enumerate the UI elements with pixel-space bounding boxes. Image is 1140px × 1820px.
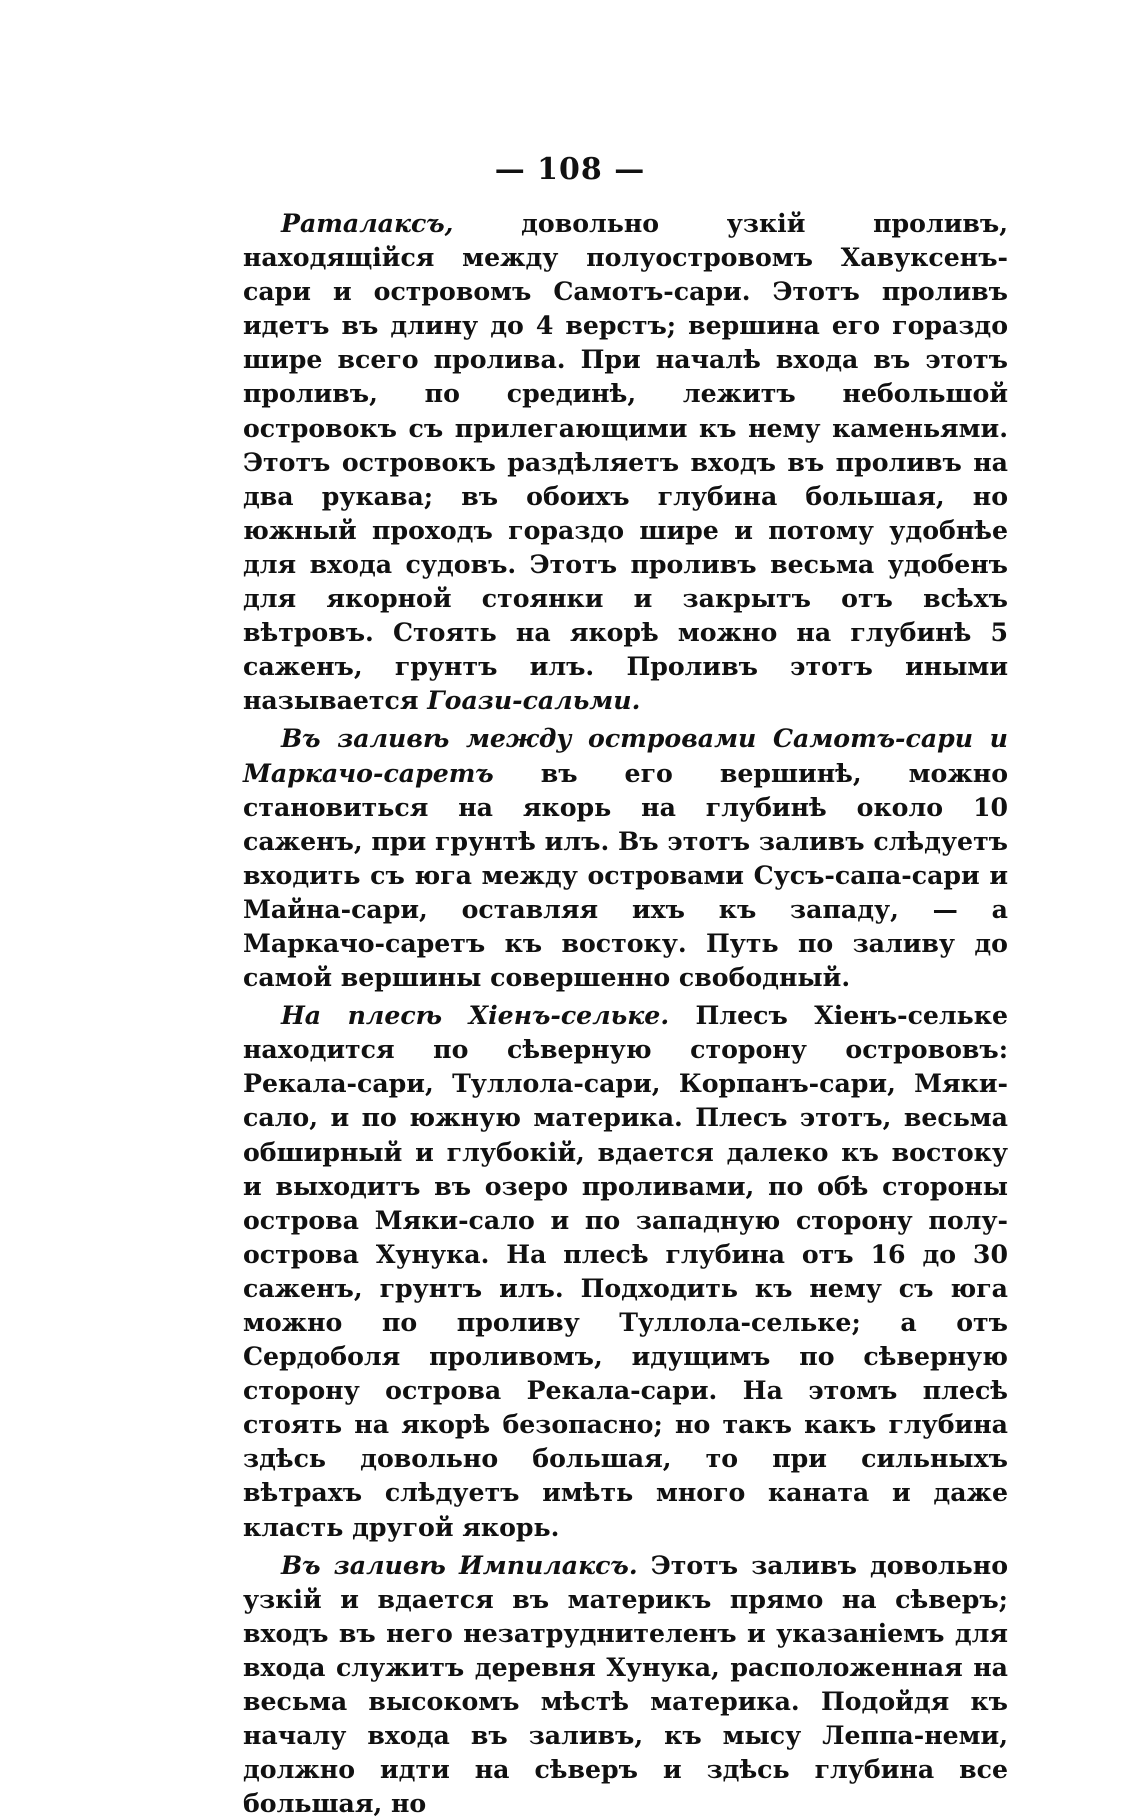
paragraph-lead: Раталаксъ, [281,208,454,238]
paragraph-lead: Въ заливѣ Импилаксъ. [281,1549,638,1580]
paragraph-body: довольно узкій проливъ, находящійся между полуостровомъ Хавуксенъ-сари и островомъ Самотъ-сари. Этотъ проливъ идетъ въ длину до 4 верстъ; вершина его гораздо шире всего пролива. При началѣ входа въ этотъ проливъ, по срединѣ, лежитъ небольшой островокъ съ прилегающими къ нему каменьями. Этотъ островокъ раздѣляетъ входъ въ проливъ на два рукава; въ обоихъ глубина большая, но южный проходъ гораздо шире и потому удобнѣе для входа судовъ. Этотъ проливъ весьма удобенъ для якорной стоянки и закрытъ отъ всѣхъ вѣтровъ. Стоять на якорѣ можно на глубинѣ 5 саженъ, грунтъ илъ. Проливъ этотъ иными называется [243,208,1008,716]
paragraph-body: Плесъ Хіенъ-сельке находится по сѣверную сторону острововъ: Рекала-сари, Туллола-сари, Корпанъ-сари, Мяки-сало, и по южную материка. Плесъ этотъ, весьма обширный и глубокій, вдается далеко къ востоку и выходитъ въ озеро проливами, по обѣ стороны острова Мяки-сало и по западную сторону полу-острова Хунука. На плесѣ глубина отъ 16 до 30 саженъ, грунтъ илъ. Подходить къ нему съ юга можно по проливу Туллола-сельке; а отъ Сердоболя проливомъ, идущимъ по сѣверную сторону острова Рекала-сари. На этомъ плесѣ стоять на якорѣ безопасно; но такъ какъ глубина здѣсь довольно большая, то при сильныхъ вѣтрахъ слѣдуетъ имѣть много каната и даже класть другой якорь. [243,1000,1008,1542]
paragraph-ratalaks [243,206,1008,717]
paragraph-body: Этотъ заливъ довольно узкій и вдается въ материкъ прямо на сѣверъ; входъ въ него незатруднителенъ и указаніемъ для входа служитъ деревня Хунука, расположенная на весьма высокомъ мѣстѣ материка. Подойдя къ началу входа въ заливъ, къ мысу Леппа-неми, должно идти на сѣверъ и здѣсь глубина все большая, но [243,1549,1009,1819]
paragraph-impilaks [243,1548,1008,1820]
paragraph-tail: Гоази-сальми. [427,685,641,716]
paragraph-lead: На плесѣ Хіенъ-сельке. [281,1000,670,1031]
paragraph-body: въ его вершинѣ, можно становиться на якорь на глубинѣ около 10 саженъ, при грунтѣ илъ. Въ этотъ заливъ слѣдуетъ входить съ юга между островами Сусъ-сапа-сари и Майна-сари, оставляя ихъ къ западу, — а Маркачо-саретъ къ востоку. Путь по заливу до самой вершины совершенно свободный. [243,757,1008,993]
paragraph-lead: Въ заливѣ между островами Самотъ-сари и Маркачо-саретъ [243,723,1008,788]
paragraph-samot-sari-bay [243,721,1008,994]
body-text [243,206,1008,1820]
paragraph-hien-selke [243,998,1008,1544]
page-number: — 108 — [494,152,646,187]
